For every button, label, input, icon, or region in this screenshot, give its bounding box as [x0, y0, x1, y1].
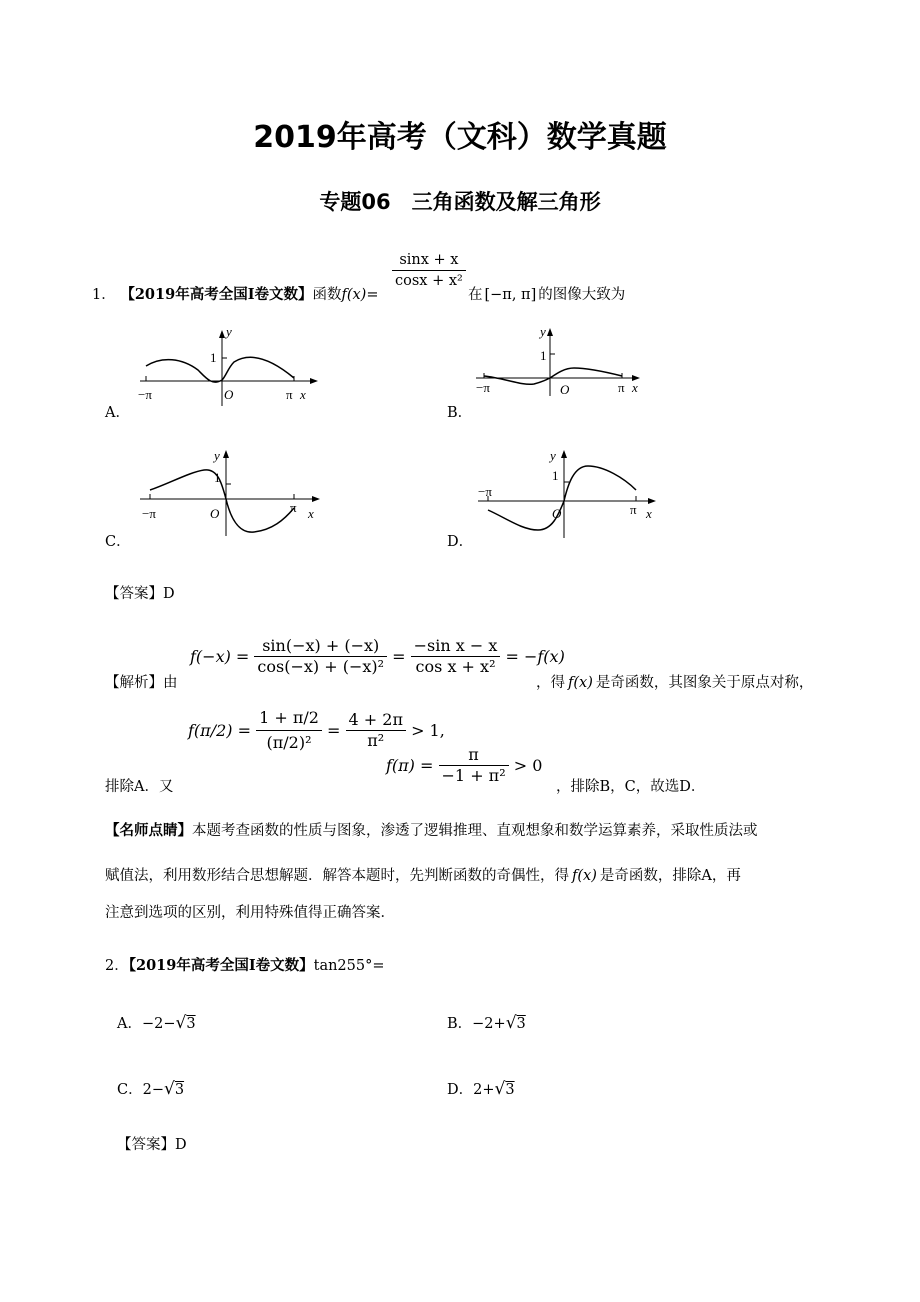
q1-fn-denominator: cosx + x² [395, 273, 463, 289]
one-label: 1 [214, 470, 221, 485]
page-subtitle: 专题06 三角函数及解三角形 [319, 190, 601, 214]
q1-stem-mid: 在 [468, 287, 483, 303]
q1-tip-line1 [105, 819, 758, 840]
q2-d-root: 3 [505, 1082, 515, 1098]
sqrt-icon: √ [494, 1079, 506, 1099]
q2-option-a[interactable] [117, 1012, 196, 1033]
q2-b-value: −2+ [472, 1016, 506, 1032]
q1-tip-line2 [105, 864, 741, 885]
x-label: x [308, 506, 314, 521]
q2-a-root: 3 [186, 1016, 196, 1032]
q1-option-a-graph[interactable] [132, 320, 322, 410]
q2-c-label: C． [117, 1082, 143, 1098]
sqrt-icon: √ [505, 1013, 517, 1033]
pi-label: π [286, 387, 293, 402]
q2-stem-text: tan255°= [313, 958, 385, 974]
y-axis-arrow [547, 328, 553, 336]
eq2-den2: π² [367, 731, 385, 750]
origin-label: O [210, 506, 220, 521]
curve-a [146, 357, 294, 382]
neg-pi-label: −π [138, 387, 152, 402]
tip-text1: 本题考查函数的性质与图象，渗透了逻辑推理、直观想象和数学运算素养，采取性质法或 [192, 823, 758, 839]
curve-d [488, 466, 636, 530]
eq1-rhs: = −f(x) [505, 647, 565, 666]
pi-label: π [630, 502, 637, 517]
tip-tag: 【名师点睛】 [105, 822, 192, 839]
q1-fx: f(x)= [341, 287, 379, 303]
q1-stem-suffix: 的图像大致为 [538, 287, 626, 303]
eq3-den: −1 + π² [441, 766, 506, 785]
q1-exclude-rest: ，排除B，C，故选D． [556, 779, 706, 795]
q1-option-c-label[interactable]: C． [105, 534, 131, 550]
q2-stem [105, 954, 385, 975]
q2-answer: 【答案】D [117, 1137, 187, 1153]
one-label: 1 [210, 350, 217, 365]
q1-stem-prefix: 函数 [312, 287, 342, 303]
analysis-fx: f(x) [568, 675, 593, 691]
one-label: 1 [540, 348, 547, 363]
page-title: 2019年高考（文科）数学真题 [253, 120, 667, 155]
eq2-num-top: 1 + π/2 [256, 706, 322, 731]
x-label: x [632, 380, 638, 395]
q1-analysis-mid [536, 671, 813, 692]
q1-option-b-graph[interactable] [470, 322, 650, 402]
eq1-num1: sin(−x) + (−x) [254, 636, 387, 657]
q1-eq1 [190, 636, 565, 677]
y-axis-arrow [223, 450, 229, 458]
q1-stem [92, 283, 379, 304]
origin-label: O [552, 506, 562, 521]
eq3-num: π [439, 745, 509, 766]
q2-c-root: 3 [174, 1082, 185, 1098]
curve-b [484, 368, 622, 384]
q2-option-d[interactable] [447, 1078, 515, 1099]
y-label: y [550, 448, 556, 463]
q1-source: 【2019年高考全国Ⅰ卷文数】 [120, 286, 313, 303]
y-label: y [214, 448, 220, 463]
eq2-rhs: > 1, [411, 721, 445, 740]
q1-fn-numerator: sinx + x [392, 250, 466, 271]
eq2-lhs: f(π/2) = [188, 721, 251, 740]
neg-pi-label: −π [142, 506, 156, 521]
q1-option-c-graph[interactable] [134, 444, 324, 544]
origin-label: O [560, 382, 570, 397]
x-axis-arrow [312, 496, 320, 502]
q2-option-c[interactable] [117, 1078, 184, 1099]
eq2-eq: = [327, 721, 341, 740]
eq3-rhs: > 0 [513, 756, 543, 775]
y-label: y [226, 324, 232, 339]
q1-tip-line3: 注意到选项的区别，利用特殊值得正确答案． [105, 905, 395, 921]
tip-text2a: 赋值法，利用数形结合思想解题．解答本题时，先判断函数的奇偶性，得 [105, 868, 569, 884]
q2-a-label: A． [117, 1016, 142, 1032]
y-axis-arrow [219, 330, 225, 338]
q1-stem-tail [468, 283, 625, 304]
q1-analysis-tag: 【解析】由 [105, 675, 178, 691]
q1-option-a-label[interactable]: A． [105, 405, 130, 421]
q2-source: 【2019年高考全国Ⅰ卷文数】 [128, 957, 314, 974]
q1-eq3 [386, 745, 542, 786]
x-label: x [646, 506, 652, 521]
tip-fx: f(x) [572, 868, 597, 884]
q1-interval: [−π, π] [484, 287, 537, 303]
q2-c-value: 2− [142, 1082, 164, 1098]
one-label: 1 [552, 468, 559, 483]
analysis-mid2: 是奇函数，其图象关于原点对称， [595, 675, 814, 691]
eq1-lhs: f(−x) = [190, 647, 250, 666]
y-label: y [540, 324, 546, 339]
pi-label: π [618, 380, 625, 395]
eq1-num2: −sin x − x [411, 636, 501, 657]
x-axis-arrow [310, 378, 318, 384]
tip-text2b: 是奇函数，排除A，再 [599, 868, 741, 884]
eq3-lhs: f(π) = [386, 756, 434, 775]
q1-exclude-a: 排除A．又 [105, 779, 174, 795]
eq2-den-bot: (π/2)² [266, 733, 312, 752]
eq1-eq: = [392, 647, 406, 666]
origin-label: O [224, 387, 234, 402]
q2-number: 2． [105, 958, 129, 974]
q1-answer: 【答案】D [105, 586, 175, 602]
neg-pi-label: −π [476, 380, 490, 395]
x-label: x [300, 387, 306, 402]
eq1-den2: cos x + x² [415, 657, 496, 676]
q2-a-value: −2− [141, 1016, 176, 1032]
curve-c [150, 470, 294, 532]
analysis-mid: ，得 [536, 675, 565, 691]
q1-option-b-label[interactable]: B． [447, 405, 473, 421]
eq1-den1: cos(−x) + (−x)² [257, 657, 385, 676]
q1-function-fraction [392, 250, 466, 291]
q2-d-label: D． [447, 1082, 474, 1098]
x-axis-arrow [648, 498, 656, 504]
q2-option-b[interactable] [447, 1012, 526, 1033]
q2-b-root: 3 [516, 1016, 526, 1032]
sqrt-icon: √ [163, 1079, 175, 1099]
q2-d-value: 2+ [473, 1082, 495, 1098]
neg-pi-label: −π [478, 484, 492, 499]
q1-number: 1． [92, 287, 116, 303]
q1-option-d-graph[interactable] [472, 444, 662, 544]
eq2-num2: 4 + 2π [346, 710, 406, 731]
pi-label: π [290, 500, 297, 515]
sqrt-icon: √ [175, 1013, 187, 1033]
q1-option-d-label[interactable]: D． [447, 534, 474, 550]
y-axis-arrow [561, 450, 567, 458]
q2-b-label: B． [447, 1016, 473, 1032]
